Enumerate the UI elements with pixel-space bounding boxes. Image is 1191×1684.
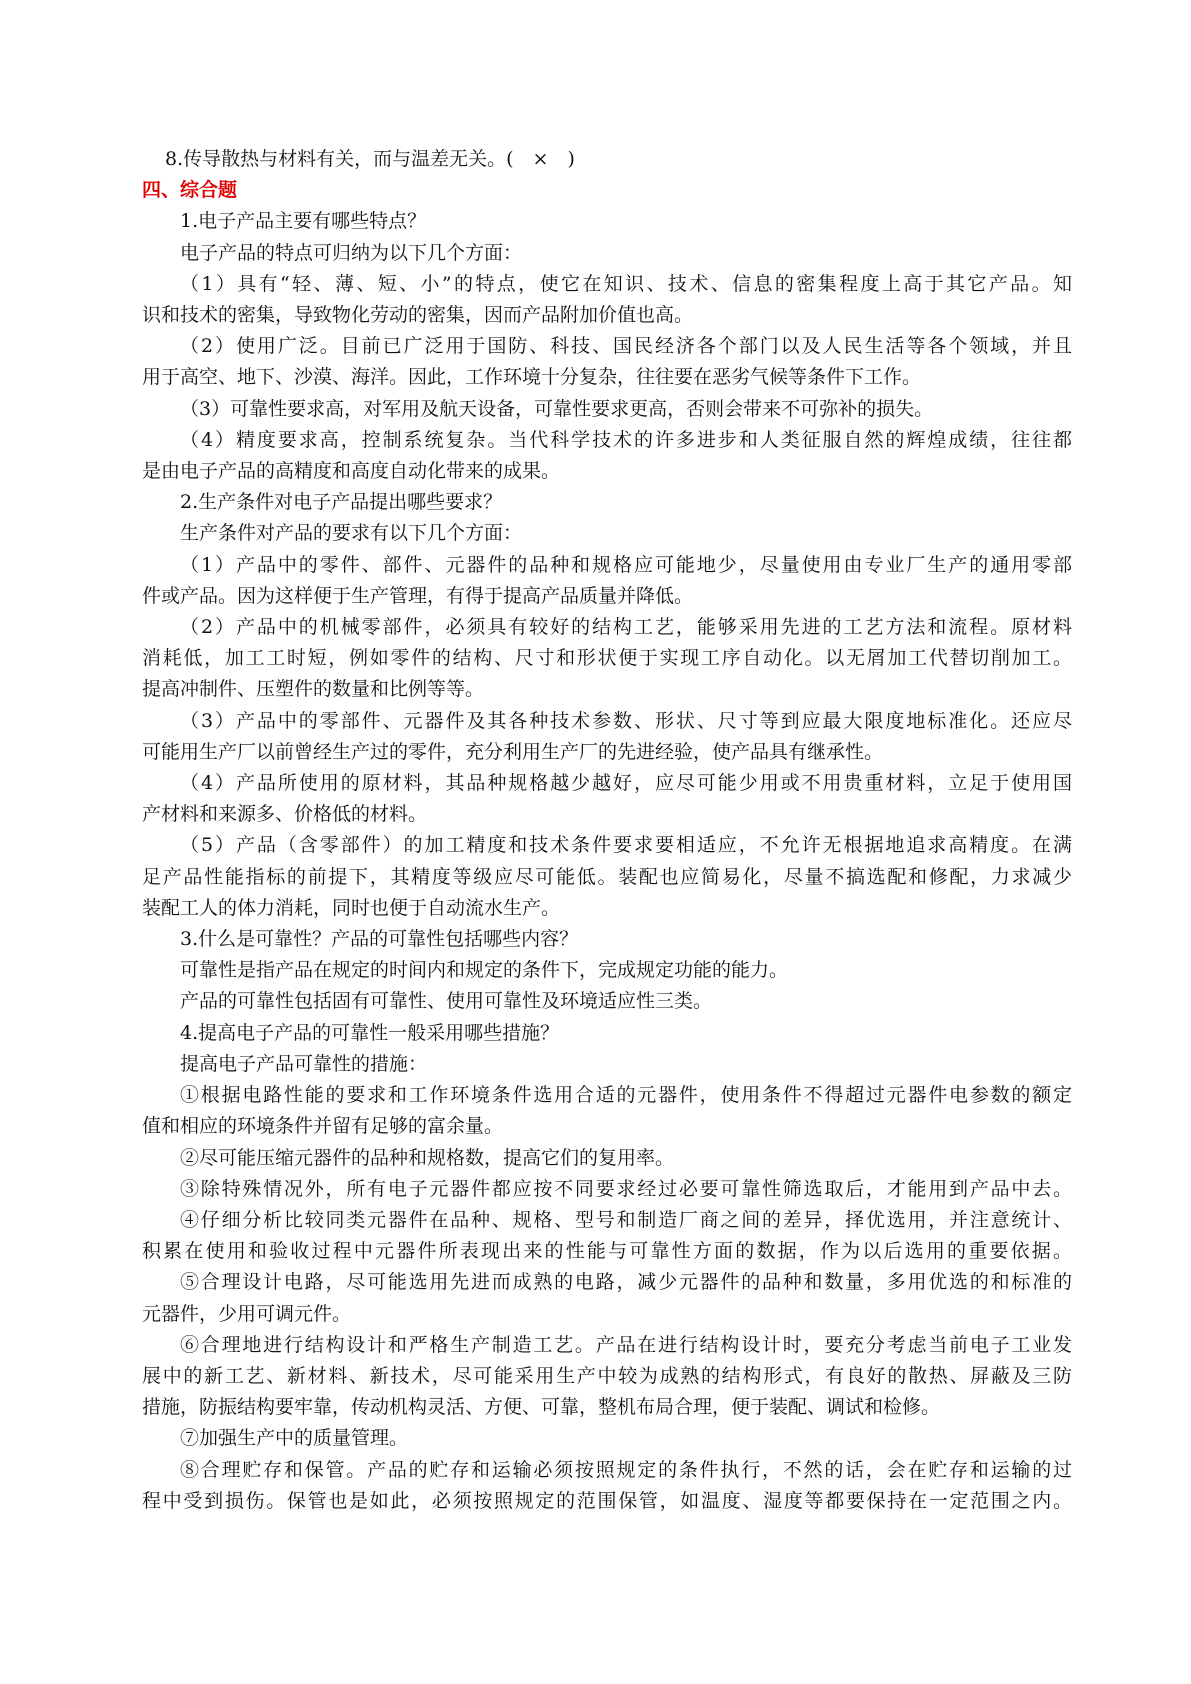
question-1: 1.电子产品主要有哪些特点？ (180, 210, 427, 233)
measure-6-line-1: ⑥合理地进行结构设计和严格生产制造工艺。产品在进行结构设计时，要充分考虑当前电子工业发 (180, 1333, 1072, 1356)
question-3: 3.什么是可靠性？产品的可靠性包括哪些内容？ (180, 928, 579, 951)
answer-1-point-3: （3）可靠性要求高，对军用及航天设备，可靠性要求更高，否则会带来不可弥补的损失。 (180, 397, 934, 420)
answer-2-point-2-line-2: 消耗低，加工工时短，例如零件的结构、尺寸和形状便于实现工序自动化。以无屑加工代替切削加工。 (142, 647, 1072, 670)
answer-3-line-2: 产品的可靠性包括固有可靠性、使用可靠性及环境适应性三类。 (180, 990, 713, 1013)
measure-8-line-1: ⑧合理贮存和保管。产品的贮存和运输必须按照规定的条件执行，不然的话，会在贮存和运输的过 (180, 1458, 1072, 1481)
question-4: 4.提高电子产品的可靠性一般采用哪些措施？ (180, 1021, 560, 1044)
answer-2-point-1-line-2: 件或产品。因为这样便于生产管理，有得于提高产品质量并降低。 (142, 584, 694, 607)
measure-1-line-1: ①根据电路性能的要求和工作环境条件选用合适的元器件，使用条件不得超过元器件电参数的额定 (180, 1084, 1072, 1107)
answer-1-point-2-line-2: 用于高空、地下、沙漠、海洋。因此，工作环境十分复杂，往往要在恶劣气候等条件下工作。 (142, 366, 922, 389)
answer-2-point-5-line-2: 足产品性能指标的前提下，其精度等级应尽可能低。装配也应简易化，尽量不搞选配和修配，力求减少 (142, 865, 1072, 888)
answer-1-point-1-line-2: 识和技术的密集，导致物化劳动的密集，因而产品附加价值也高。 (142, 304, 694, 327)
answer-1-point-4-line-2: 是由电子产品的高精度和高度自动化带来的成果。 (142, 460, 561, 483)
answer-3-line-1: 可靠性是指产品在规定的时间内和规定的条件下，完成规定功能的能力。 (180, 959, 789, 982)
measure-3: ③除特殊情况外，所有电子元器件都应按不同要求经过必要可靠性筛选取后，才能用到产品中去。 (180, 1177, 1072, 1200)
measure-4-line-1: ④仔细分析比较同类元器件在品种、规格、型号和制造厂商之间的差异，择优选用，并注意统计、 (180, 1208, 1072, 1231)
answer-1-point-4-line-1: （4）精度要求高，控制系统复杂。当代科学技术的许多进步和人类征服自然的辉煌成绩，往往都 (180, 428, 1072, 451)
measure-4-line-2: 积累在使用和验收过程中元器件所表现出来的性能与可靠性方面的数据，作为以后选用的重要依据。 (142, 1240, 1072, 1263)
measure-6-line-2: 展中的新工艺、新材料、新技术，尽可能采用生产中较为成熟的结构形式，有良好的散热、屏蔽及三防 (142, 1364, 1072, 1387)
answer-4-intro: 提高电子产品可靠性的措施： (180, 1052, 428, 1075)
answer-2-point-5-line-3: 装配工人的体力消耗，同时也便于自动流水生产。 (142, 896, 561, 919)
answer-2-point-3-line-1: （3）产品中的零部件、元器件及其各种技术参数、形状、尺寸等到应最大限度地标准化。还应尽 (180, 709, 1072, 732)
measure-6-line-3: 措施，防振结构要牢靠，传动机构灵活、方便、可靠，整机布局合理，便于装配、调试和检修。 (142, 1396, 941, 1419)
measure-5-line-2: 元器件，少用可调元件。 (142, 1302, 352, 1325)
measure-5-line-1: ⑤合理设计电路，尽可能选用先进而成熟的电路，减少元器件的品种和数量，多用优选的和标准的 (180, 1271, 1072, 1294)
answer-2-point-4-line-2: 产材料和来源多、价格低的材料。 (142, 803, 428, 826)
measure-8-line-2: 程中受到损伤。保管也是如此，必须按照规定的范围保管，如温度、湿度等都要保持在一定范围之内。 (142, 1489, 1072, 1512)
document-page (142, 144, 1072, 1517)
answer-2-intro: 生产条件对产品的要求有以下几个方面： (180, 522, 523, 545)
answer-1-intro: 电子产品的特点可归纳为以下几个方面： (180, 241, 523, 264)
answer-2-point-1-line-1: （1）产品中的零件、部件、元器件的品种和规格应可能地少，尽量使用由专业厂生产的通用零部 (180, 553, 1072, 576)
section-heading: 四、综合题 (142, 179, 238, 202)
answer-2-point-2-line-1: （2）产品中的机械零部件，必须具有较好的结构工艺，能够采用先进的工艺方法和流程。原材料 (180, 616, 1072, 639)
question-2: 2.生产条件对电子产品提出哪些要求？ (180, 491, 503, 514)
measure-2: ②尽可能压缩元器件的品种和规格数，提高它们的复用率。 (180, 1146, 675, 1169)
answer-1-point-2-line-1: （2）使用广泛。目前已广泛用于国防、科技、国民经济各个部门以及人民生活等各个领域，并且 (180, 335, 1072, 358)
answer-2-point-2-line-3: 提高冲制件、压塑件的数量和比例等等。 (142, 678, 485, 701)
measure-7: ⑦加强生产中的质量管理。 (180, 1427, 409, 1450)
answer-2-point-3-line-2: 可能用生产厂以前曾经生产过的零件，充分利用生产厂的先进经验，使产品具有继承性。 (142, 740, 884, 763)
answer-2-point-4-line-1: （4）产品所使用的原材料，其品种规格越少越好，应尽可能少用或不用贵重材料，立足于使用国 (180, 772, 1072, 795)
true-false-item: 8.传导散热与材料有关，而与温差无关。( × ) (165, 148, 575, 170)
answer-2-point-5-line-1: （5）产品（含零部件）的加工精度和技术条件要求要相适应，不允许无根据地追求高精度。在满 (180, 834, 1072, 857)
answer-1-point-1-line-1: （1）具有“轻、薄、短、小”的特点，使它在知识、技术、信息的密集程度上高于其它产品。知 (180, 272, 1072, 295)
measure-1-line-2: 值和相应的环境条件并留有足够的富余量。 (142, 1115, 504, 1138)
